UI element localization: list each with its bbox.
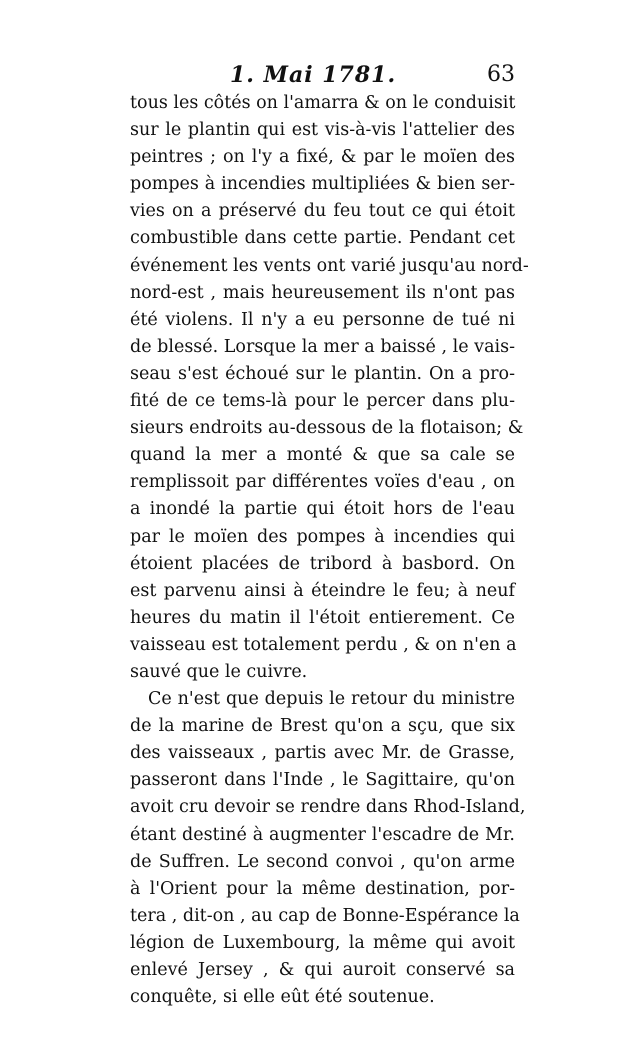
text-line: à l'Orient pour la même destination, por-: [130, 878, 515, 899]
text-line: de blessé. Lorsque la mer a baissé , le vais-: [130, 336, 515, 357]
paragraph: [130, 686, 526, 1011]
text-line: sieurs endroits au-dessous de la flotaison; &: [130, 418, 524, 439]
paragraph: [130, 90, 529, 686]
text-line: fité de ce tems-là pour le percer dans plu-: [130, 391, 515, 412]
text-line: étoient placées de tribord à basbord. On: [130, 553, 515, 574]
text-line: des vaisseaux , partis avec Mr. de Grasse,: [130, 743, 515, 764]
text-line: conquête, si elle eût été soutenue.: [130, 987, 435, 1008]
text-line: tous les côtés on l'amarra & on le conduisit: [130, 93, 516, 113]
text-line: pompes à incendies multipliées & bien ser-: [130, 174, 515, 195]
text-line: enlevé Jersey , & qui auroit conservé sa: [130, 960, 515, 980]
text-line: vies on a préservé du feu tout ce qui étoit: [130, 201, 515, 222]
text-line: avoit cru devoir se rendre dans Rhod-Island,: [130, 797, 526, 818]
text-line: légion de Luxembourg, la même qui avoit: [130, 932, 515, 953]
text-line: étant destiné à augmenter l'escadre de Mr.: [130, 824, 515, 845]
text-line: Ce n'est que depuis le retour du ministre: [148, 689, 515, 710]
text-line: passeront dans l'Inde , le Sagittaire, qu'on: [130, 770, 515, 791]
text-line: quand la mer a monté & que sa cale se: [130, 445, 515, 466]
page-number: 63: [487, 62, 515, 87]
header-date: 1. Mai 1781.: [230, 62, 397, 88]
body-text: [130, 90, 529, 1011]
text-line: sauvé que le cuivre.: [130, 661, 308, 682]
text-line: par le moïen des pompes à incendies qui: [130, 526, 515, 547]
text-line: été violens. Il n'y a eu personne de tué ni: [130, 309, 515, 330]
text-line: nord-est , mais heureusement ils n'ont pas: [130, 282, 515, 303]
text-line: a inondé la partie qui étoit hors de l'eau: [130, 499, 515, 520]
text-line: de la marine de Brest qu'on a sçu, que six: [130, 716, 515, 737]
text-line: seau s'est échoué sur le plantin. On a pro-: [130, 363, 515, 384]
text-line: événement les vents ont varié jusqu'au nord-: [130, 255, 529, 276]
text-line: est parvenu ainsi à éteindre le feu; à neuf: [130, 580, 515, 601]
text-line: sur le plantin qui est vis-à-vis l'attelier des: [130, 120, 515, 141]
text-line: heures du matin il l'étoit entierement. Ce: [130, 607, 515, 628]
text-line: remplissoit par différentes voïes d'eau , on: [130, 472, 515, 493]
text-line: tera , dit-on , au cap de Bonne-Espérance la: [130, 905, 520, 926]
text-line: de Suffren. Le second convoi , qu'on arme: [130, 851, 515, 872]
text-line: peintres ; on l'y a fixé, & par le moïen des: [130, 147, 515, 168]
text-line: combustible dans cette partie. Pendant cet: [130, 228, 515, 249]
text-line: vaisseau est totalement perdu , & on n'en a: [130, 634, 517, 655]
running-header: [130, 62, 515, 92]
